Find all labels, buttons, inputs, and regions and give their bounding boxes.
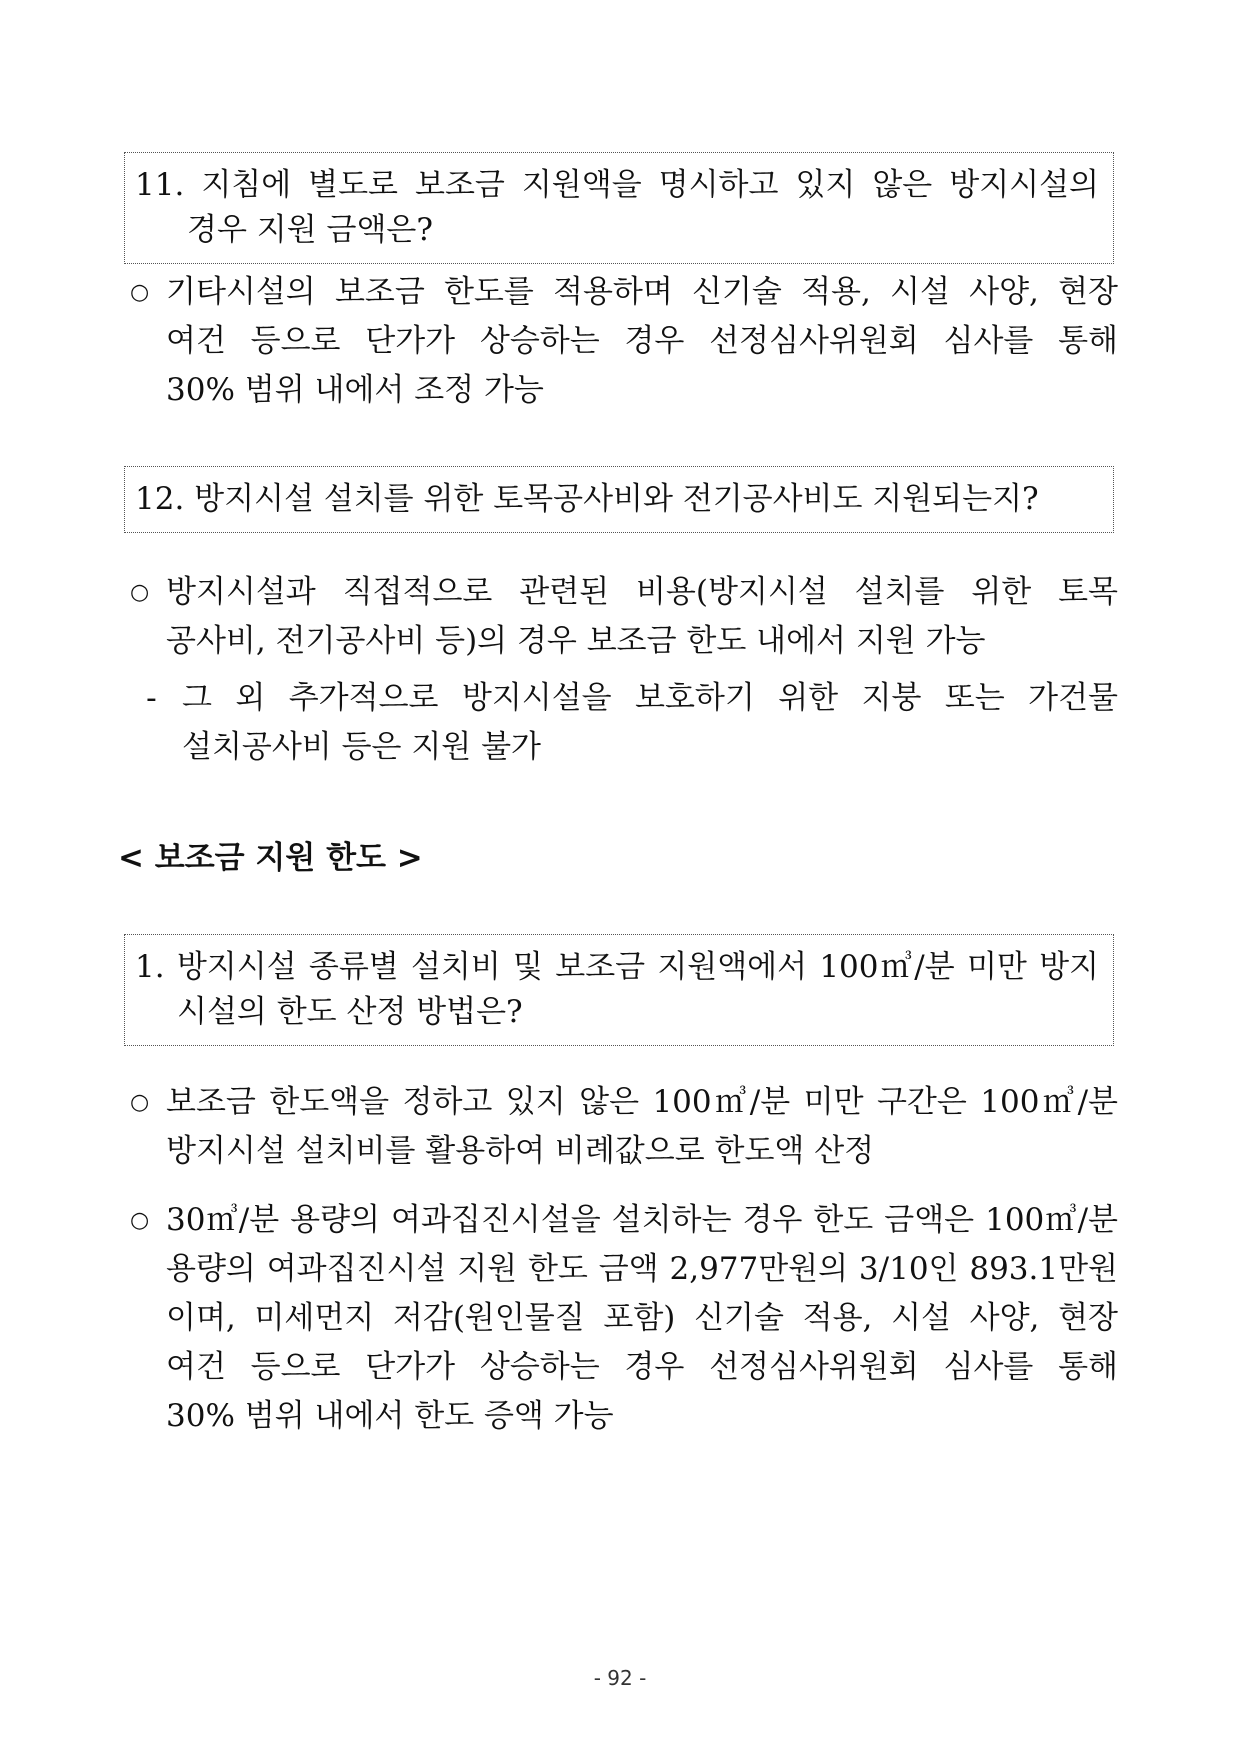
answer-11-line-3: 30% 범위 내에서 조정 가능	[166, 372, 544, 408]
answer-12-line-1	[128, 568, 1118, 617]
page-number: - 92 -	[593, 1666, 647, 1690]
answer-12-text-1: 방지시설과 직접적으로 관련된 비용(방지시설 설치를 위한 토목	[166, 574, 1118, 610]
bullet-circle-icon: ○	[130, 1090, 150, 1115]
answer-12-sub-line-2: 설치공사비 등은 지원 불가	[182, 729, 541, 765]
answer-12	[128, 568, 1118, 772]
section-heading: < 보조금 지원 한도 >	[118, 840, 423, 876]
answer-1b-line-2: 용량의 여과집진시설 지원 한도 금액 2,977만원의 3/10인 893.1만원	[166, 1251, 1118, 1287]
dash-marker: -	[146, 681, 157, 716]
bullet-circle-icon: ○	[130, 1208, 150, 1233]
answer-1b-line-5: 30% 범위 내에서 한도 증액 가능	[166, 1398, 614, 1434]
bullet-circle-icon: ○	[130, 280, 150, 305]
question-box-12	[124, 466, 1114, 533]
answer-11-line-2: 여건 등으로 단가가 상승하는 경우 선정심사위원회 심사를 통해	[166, 323, 1118, 359]
answer-1b-line-3: 이며, 미세먼지 저감(원인물질 포함) 신기술 적용, 시설 사양, 현장	[166, 1300, 1118, 1336]
question-11-line-1: 11. 지침에 별도로 보조금 지원액을 명시하고 있지 않은 방지시설의	[135, 167, 1099, 203]
answer-1b-line-1	[128, 1196, 1118, 1245]
answer-12-line-2: 공사비, 전기공사비 등)의 경우 보조금 한도 내에서 지원 가능	[166, 623, 986, 659]
answer-12-sub-text-1: 그 외 추가적으로 방지시설을 보호하기 위한 지붕 또는 가건물	[182, 680, 1118, 716]
bullet-circle-icon: ○	[130, 580, 150, 605]
answer-11-line-1	[128, 268, 1118, 317]
question-box-1	[124, 934, 1114, 1046]
answer-11	[128, 268, 1118, 415]
answer-1-line-2: 방지시설 설치비를 활용하여 비례값으로 한도액 산정	[166, 1133, 875, 1169]
answer-12-sub-line-1	[128, 674, 1118, 723]
answer-1b-text-1: 30㎥/분 용량의 여과집진시설을 설치하는 경우 한도 금액은 100㎥/분	[166, 1202, 1118, 1238]
question-11-line-2: 경우 지원 금액은?	[187, 212, 433, 248]
answer-1-line-1	[128, 1078, 1118, 1127]
answer-1b-line-4: 여건 등으로 단가가 상승하는 경우 선정심사위원회 심사를 통해	[166, 1349, 1118, 1385]
question-box-11	[124, 152, 1114, 264]
answer-1-text-1: 보조금 한도액을 정하고 있지 않은 100㎥/분 미만 구간은 100㎥/분	[166, 1084, 1118, 1120]
question-1-line-1: 1. 방지시설 종류별 설치비 및 보조금 지원액에서 100㎥/분 미만 방지	[135, 949, 1099, 985]
question-1-line-2: 시설의 한도 산정 방법은?	[177, 994, 523, 1030]
answer-1	[128, 1078, 1118, 1176]
answer-1b	[128, 1196, 1118, 1441]
question-12-line-1: 12. 방지시설 설치를 위한 토목공사비와 전기공사비도 지원되는지?	[135, 481, 1039, 517]
answer-11-text-1: 기타시설의 보조금 한도를 적용하며 신기술 적용, 시설 사양, 현장	[166, 274, 1118, 310]
